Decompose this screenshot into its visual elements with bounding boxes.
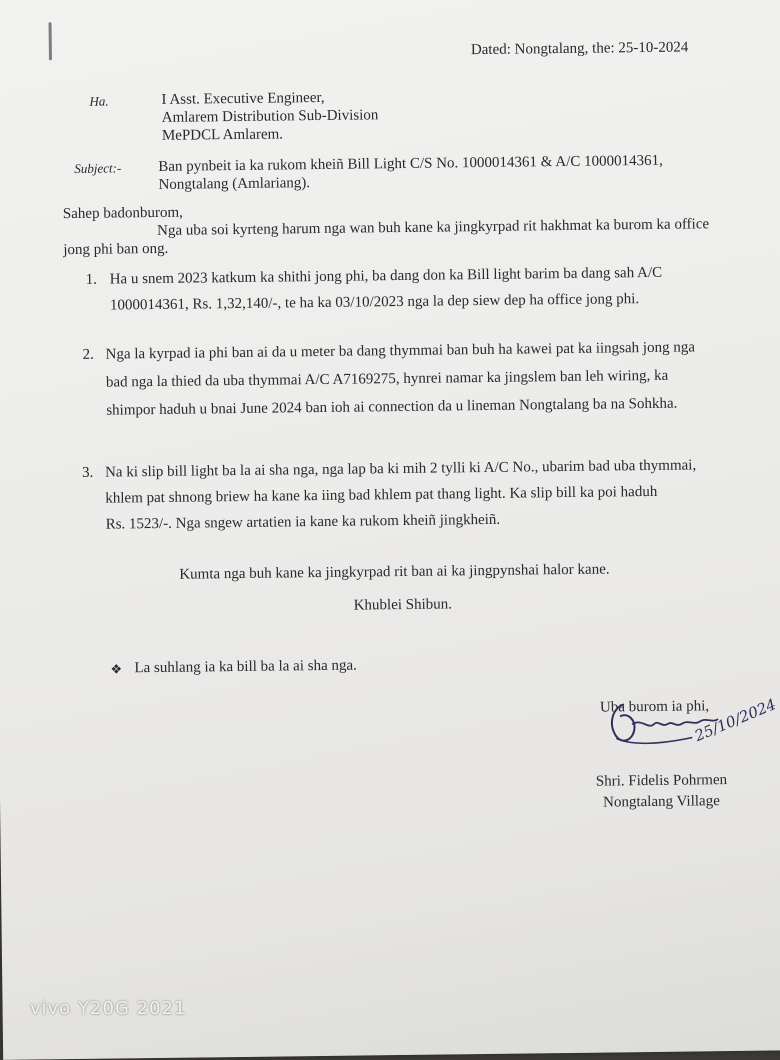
point-3-line-1: Na ki slip bill light ba la ai sha nga, nga lap ba ki mih 2 tylli ki A/C No., ubarim bad uba thymmai,	[104, 457, 697, 481]
intro-line-1: Nga uba soi kyrteng harum nga wan buh kane ka jingkyrpad rit hakhmat ka burom ka office	[156, 216, 710, 239]
subject-line-1: Ban pynbeit ia ka rukom kheiñ Bill Light C/S No. 1000014361 & A/C 1000014361,	[158, 152, 663, 175]
to-label: Ha.	[89, 93, 109, 109]
subject-line-2: Nongtalang (Amlariang).	[158, 175, 311, 193]
thanks-line: Khublei Shibun.	[353, 596, 453, 614]
point-1-number: 1.	[85, 271, 98, 288]
enclosure-bullet: ❖	[110, 661, 123, 677]
intro-line-2: jong phi ban ong.	[63, 240, 169, 259]
sender-name: Shri. Fidelis Pohrmen	[595, 772, 728, 790]
salutation: Sahep badonburom,	[62, 204, 183, 223]
signature-date: 25/10/2024	[691, 695, 779, 746]
camera-watermark: vivo Y20G 2021	[30, 998, 187, 1019]
point-2-line-1: Nga la kyrpad ia phi ban ai da u meter ba dang thymmai ban buh ha kawei pat ka iingsah jong nga	[105, 339, 696, 363]
recipient-line-3: MePDCL Amlarem.	[161, 126, 284, 144]
point-3-line-3: Rs. 1523/-. Nga sngew artatien ia kane ka rukom kheiñ jingkheiñ.	[105, 511, 501, 533]
subject-label: Subject:-	[74, 160, 122, 176]
point-2-line-3: shimpor haduh u bnai June 2024 ban ioh ai connection da u lineman Nongtalang ba na Sohkha.	[106, 395, 678, 419]
letter-date: Dated: Nongtalang, the: 25-10-2024	[470, 39, 689, 59]
point-2-number: 2.	[82, 346, 94, 363]
paper-mark	[49, 22, 52, 60]
closing-request: Kumta nga buh kane ka jingkyrpad rit ban ai ka jingpynshai halor kane.	[179, 561, 610, 583]
point-3-number: 3.	[81, 464, 94, 481]
point-1-line-1: Ha u snem 2023 katkum ka shithi jong phi, ba dang don ka Bill light barim ba dang sah A/C	[109, 264, 663, 288]
enclosure-note: La suhlang ia ka bill ba la ai sha nga.	[134, 657, 357, 677]
valediction: Uba burom ia phi,	[599, 698, 710, 716]
point-3-line-2: khlem pat shnong briew ha kane ka iing bad khlem pat thang light. Ka slip bill ka poi haduh	[105, 483, 658, 507]
point-1-line-2: 1000014361, Rs. 1,32,140/-, te ha ka 03/10/2023 nga la dep siew dep ha office jong phi.	[109, 291, 640, 314]
handwritten-signature	[599, 692, 780, 754]
recipient-line-2: Amlarem Distribution Sub-Division	[161, 107, 379, 126]
recipient-line-1: I Asst. Executive Engineer,	[161, 89, 325, 108]
point-2-line-2: bad nga la thied da uba thymmai A/C A7169275, hynrei namar ka jingslem ban leh wiring, ka	[105, 367, 669, 391]
sender-place: Nongtalang Village	[602, 793, 720, 811]
